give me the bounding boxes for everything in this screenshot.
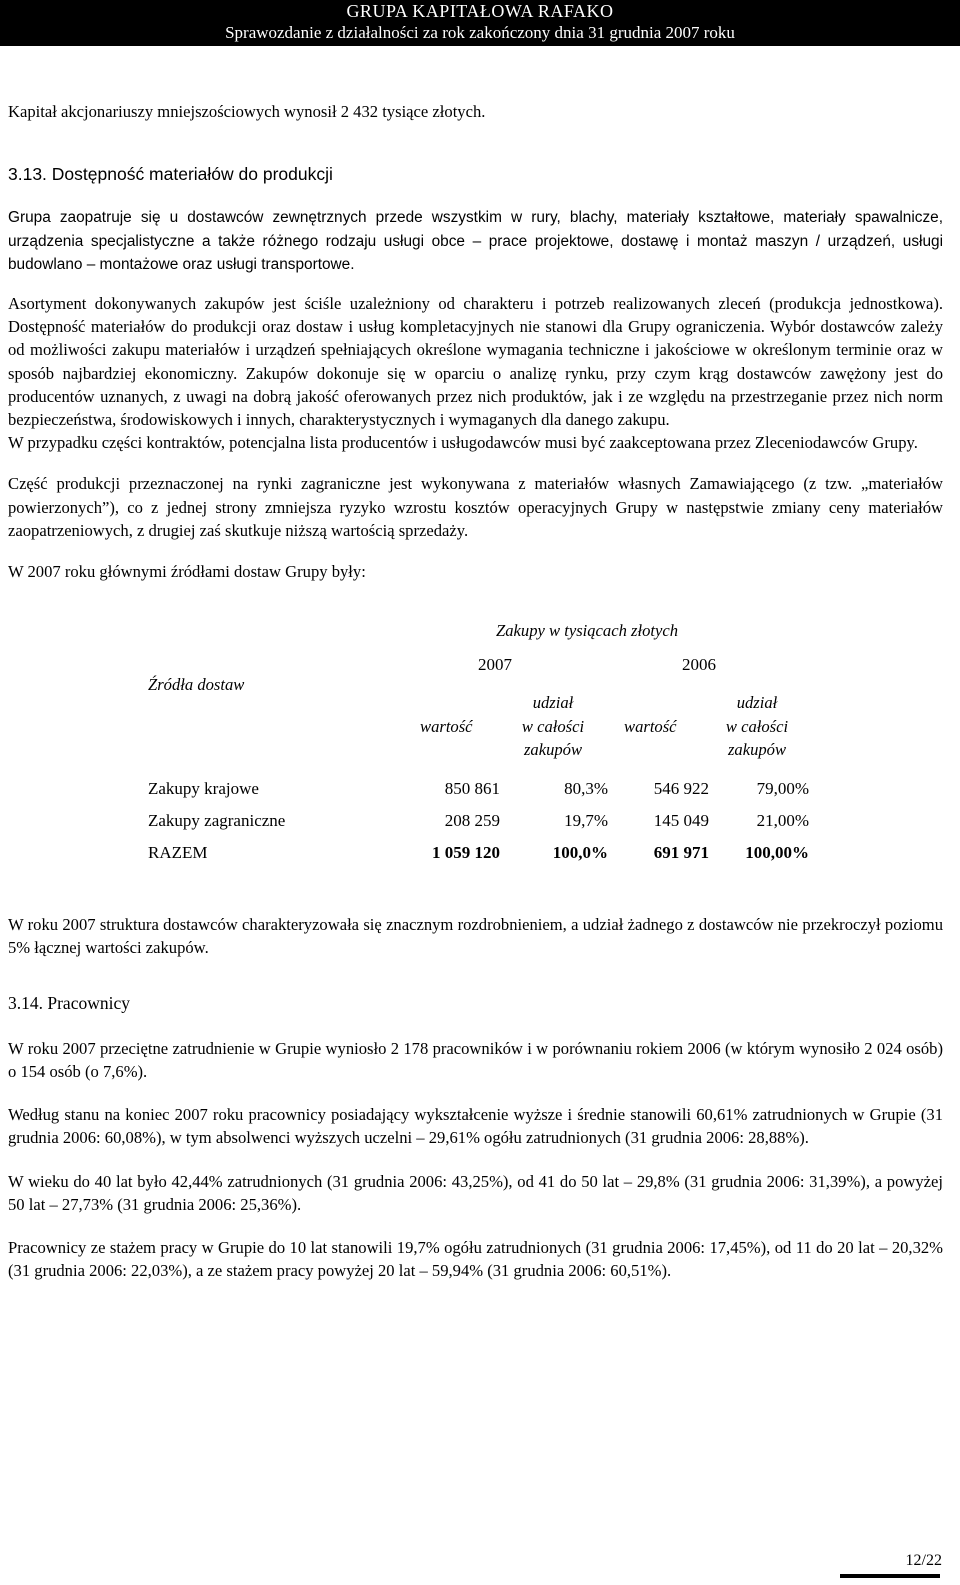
minority-capital-text: Kapitał akcjonariuszy mniejszościowych wynosił 2 432 tysiące złotych. (8, 102, 486, 121)
row-label: Zakupy krajowe (148, 779, 259, 799)
share-header-line-1: udział (736, 693, 778, 713)
row-value-2006: 546 922 (653, 779, 709, 799)
paragraph-suppliers: Grupa zaopatruje się u dostawców zewnętrznych przede wszystkim w rury, blachy, materiały kształtowe, materiały spawalnicze, urządzenia specjalistyczne a także różnego rodzaju usługi obce – prace projektowe, dostawę i montaż maszyn / urządzeń, usługi budowlano – montażowe oraz usługi transportowe. (8, 209, 943, 273)
row-share-2007: 80,3% (564, 779, 608, 799)
table-caption: Zakupy w tysiącach złotych (496, 621, 679, 641)
row-share-2007: 100,0% (552, 843, 608, 863)
supply-sources-table (8, 603, 943, 869)
table-value-header-2006: wartość (624, 717, 677, 737)
table-year-2007: 2007 (478, 655, 512, 675)
header-report-title: Sprawozdanie z działalności za rok zakończony dnia 31 grudnia 2007 roku (225, 23, 735, 42)
row-share-2006: 21,00% (756, 811, 809, 831)
section-heading-3-14: 3.14. Pracownicy (8, 992, 130, 1013)
row-value-2007: 208 259 (444, 811, 500, 831)
table-year-2006: 2006 (682, 655, 716, 675)
table-value-header-2007: wartość (420, 717, 473, 737)
paragraph-age: W wieku do 40 lat było 42,44% zatrudnionych (31 grudnia 2006: 43,25%), od 41 do 50 lat – 29,8% (31 grudnia 2006: 31,39%), a powyżej 50 lat – 27,73% (31 grudnia 2006: 25,36%). (8, 1171, 943, 1214)
share-header-line-2: w całości (725, 716, 789, 736)
document-body (8, 100, 943, 1282)
row-value-2007: 850 861 (444, 779, 500, 799)
row-value-2007: 1 059 120 (432, 843, 500, 863)
share-header-line-3: zakupów (523, 740, 583, 760)
paragraph-contracts: W przypadku części kontraktów, potencjalna lista producentów i usługodawców musi być zaakceptowana przez Zleceniodawców Grupy. (8, 433, 918, 453)
paragraph-seniority: Pracownicy ze stażem pracy w Grupie do 10 lat stanowili 19,7% ogółu zatrudnionych (31 grudnia 2006: 17,45%), od 11 do 20 lat – 20,32% (31 grudnia 2006: 22,03%), a ze stażem pracy powyżej 20 lat – 59,94% (31 grudnia 2006: 60,51%). (8, 1238, 943, 1281)
paragraph-supplier-structure: W roku 2007 struktura dostawców charakteryzowała się znacznym rozdrobnieniem, a udział żadnego z dostawców nie przekroczył poziomu 5% łącznej wartości zakupów. (8, 915, 943, 958)
section-heading-3-13: 3.13. Dostępność materiałów do produkcji (8, 164, 333, 185)
paragraph-education: Według stanu na koniec 2007 roku pracownicy posiadający wykształcenie wyższe i średnie stanowili 60,61% zatrudnionych w Grupie (31 grudnia 2006: 60,08%), w tym absolwenci wyższych uczelni – 29,61% ogółu zatrudnionych (31 grudnia 2006: 28,88%). (8, 1105, 943, 1148)
share-header-line-2: w całości (521, 716, 585, 736)
row-value-2006: 691 971 (653, 843, 709, 863)
row-label: Zakupy zagraniczne (148, 811, 286, 831)
table-share-header-2006 (712, 691, 802, 762)
footer-rule (840, 1574, 940, 1578)
share-header-line-3: zakupów (727, 740, 787, 760)
paragraph-foreign-production: Część produkcji przeznaczonej na rynki zagraniczne jest wykonywana z materiałów własnych Zamawiającego (z tzw. „materiałów powierzonych”), co z jednej strony zmniejsza ryzyko wzrostu kosztów operacyjnych Grupy w następstwie zmiany ceny materiałów zaopatrzeniowych, z drugiej zaś skutkuje niższą wartością sprzedaży. (8, 474, 943, 540)
row-value-2006: 145 049 (653, 811, 709, 831)
header-band (0, 0, 960, 46)
paragraph-employment: W roku 2007 przeciętne zatrudnienie w Grupie wyniosło 2 178 pracowników i w porównaniu rokiem 2006 (w którym wynosiło 2 024 osób) o 154 osób (o 7,6%). (8, 1038, 943, 1082)
share-header-line-1: udział (532, 693, 574, 713)
table-share-header-2007 (508, 691, 598, 762)
header-company-name: GRUPA KAPITAŁOWA RAFAKO (346, 1, 614, 21)
row-label: RAZEM (148, 843, 208, 863)
page-number: 12/22 (905, 1552, 942, 1569)
paragraph-assortment: Asortyment dokonywanych zakupów jest ściśle uzależniony od charakteru i potrzeb realizowanych zleceń (produkcja jednostkowa). Dostępność materiałów do produkcji oraz dostaw i usług kompletacyjnych nie stanowi dla Grupy ograniczenia. Wybór dostawców zależy od możliwości zakupu materiałów i urządzeń spełniających określone wymagania techniczne i jakościowe w określonym terminie oraz w sposób najbardziej ekonomiczny. Zakupów dokonuje się w oparciu o analizę rynku, przy czym krąg dostawców zawężony jest do producentów uznanych, z uwagi na dobrą jakość oferowanych przez nich produktów, jak i ze względu na przestrzeganie przez nich norm bezpieczeństwa, środowiskowych i innych, charakterystycznych i wymaganych dla danego zakupu. (8, 294, 943, 430)
row-share-2006: 79,00% (756, 779, 809, 799)
row-share-2007: 19,7% (564, 811, 608, 831)
table-source-header: Źródła dostaw (148, 675, 245, 695)
row-share-2006: 100,00% (745, 843, 809, 863)
paragraph-main-sources: W 2007 roku głównymi źródłami dostaw Grupy były: (8, 562, 366, 582)
